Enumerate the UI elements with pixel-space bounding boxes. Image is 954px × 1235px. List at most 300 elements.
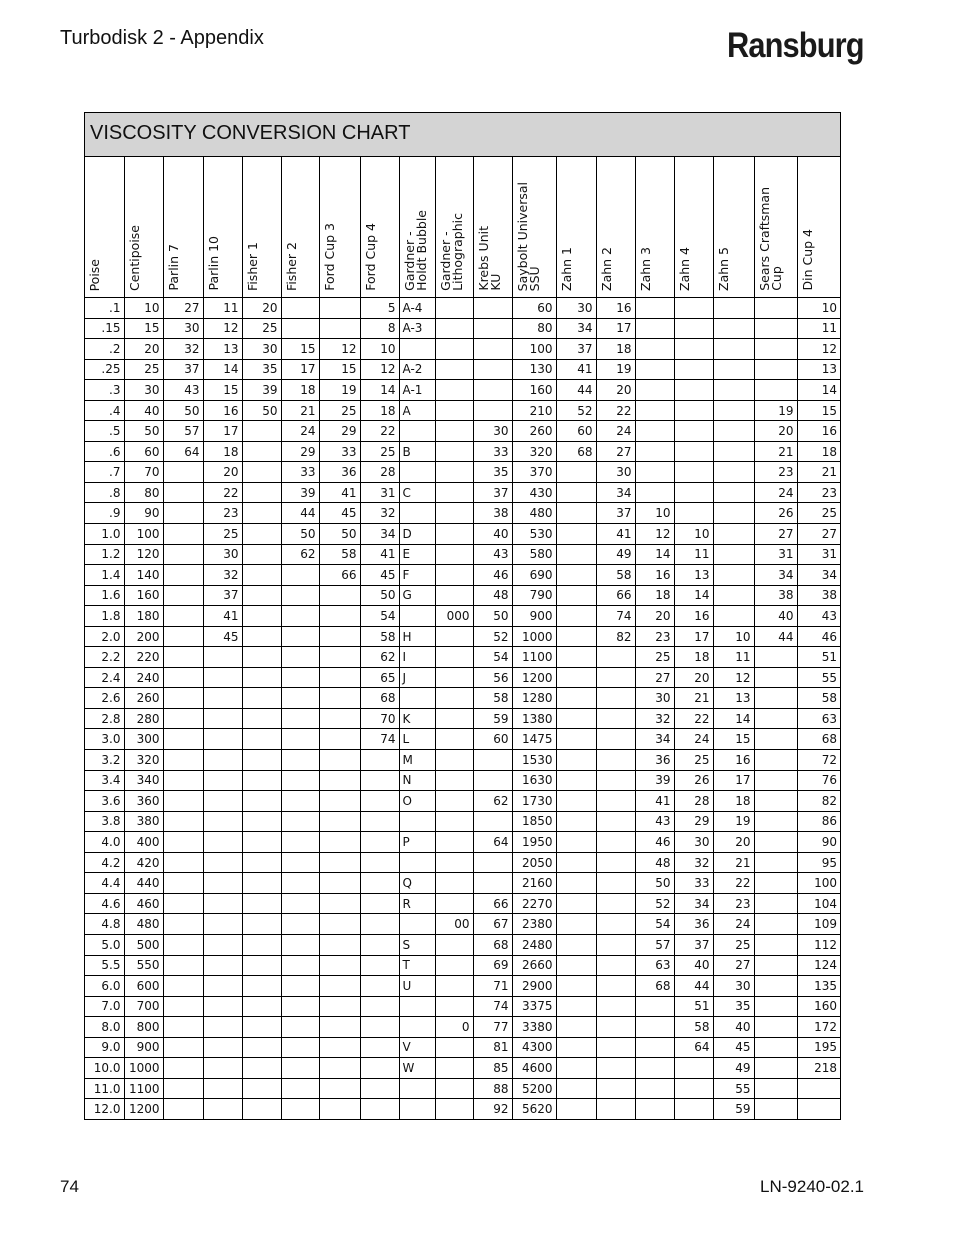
table-cell [242,565,281,586]
table-cell [435,1078,473,1099]
table-cell [163,770,203,791]
table-cell [163,750,203,771]
table-cell [754,1078,797,1099]
table-cell: 32 [203,565,242,586]
table-cell [435,298,473,319]
column-header-label: Gardner - Holdt Bubble [401,210,429,291]
table-cell: 58 [596,565,635,586]
table-cell: 33 [674,873,713,894]
table-row [85,585,840,606]
table-cell [713,482,754,503]
table-cell: 260 [512,421,556,442]
table-cell: 66 [596,585,635,606]
table-cell [163,976,203,997]
table-cell: 300 [124,729,163,750]
table-cell: 34 [797,565,840,586]
table-cell [556,1099,596,1120]
table-cell: 41 [556,359,596,380]
table-cell [473,750,512,771]
table-cell: 27 [635,667,674,688]
table-cell: 77 [473,1017,512,1038]
table-row [85,1017,840,1038]
column-header-label: Krebs Unit KU [475,226,503,291]
table-cell: 49 [713,1058,754,1079]
table-cell: 29 [674,811,713,832]
table-cell [242,606,281,627]
table-cell [674,298,713,319]
table-cell: 1530 [512,750,556,771]
table-cell: 11 [674,544,713,565]
table-cell [674,1099,713,1120]
table-cell: 68 [635,976,674,997]
table-cell: 4.8 [85,914,124,935]
table-cell: 81 [473,1037,512,1058]
table-cell [242,996,281,1017]
table-cell [713,359,754,380]
column-header-label: Fisher 1 [244,242,260,291]
table-cell: 195 [797,1037,840,1058]
table-cell [754,893,797,914]
table-cell [281,667,319,688]
table-row [85,606,840,627]
table-cell [674,421,713,442]
table-cell: B [399,441,435,462]
table-cell [473,811,512,832]
table-cell: 30 [635,688,674,709]
table-cell [713,606,754,627]
table-cell: 25 [242,318,281,339]
table-row [85,976,840,997]
table-cell [754,832,797,853]
table-cell: 41 [203,606,242,627]
table-cell [399,1017,435,1038]
table-cell [242,1078,281,1099]
table-cell [435,359,473,380]
table-cell: 54 [635,914,674,935]
table-cell [596,1078,635,1099]
table-cell [163,914,203,935]
table-cell: K [399,708,435,729]
table-cell: 65 [360,667,399,688]
column-header-label: Parlin 7 [165,244,181,291]
table-cell: 44 [281,503,319,524]
table-cell [674,318,713,339]
table-cell [163,1037,203,1058]
table-cell [242,811,281,832]
table-row [85,667,840,688]
table-cell: 2.4 [85,667,124,688]
table-cell: 13 [713,688,754,709]
table-cell [319,914,360,935]
column-header [473,157,512,298]
table-cell: 40 [754,606,797,627]
table-cell [281,976,319,997]
table-cell [754,791,797,812]
table-cell: 480 [512,503,556,524]
table-cell: 8 [360,318,399,339]
table-cell: 10 [674,524,713,545]
table-cell [203,1099,242,1120]
table-cell [203,976,242,997]
table-cell: 55 [713,1078,754,1099]
table-cell: C [399,482,435,503]
table-cell [360,852,399,873]
table-cell: 112 [797,934,840,955]
table-cell: 17 [281,359,319,380]
table-cell [674,359,713,380]
table-cell [242,832,281,853]
table-cell: 71 [473,976,512,997]
table-cell [473,339,512,360]
table-cell [281,708,319,729]
table-row [85,791,840,812]
viscosity-chart [84,112,841,1120]
table-cell: 58 [360,626,399,647]
table-cell: 280 [124,708,163,729]
table-row [85,503,840,524]
table-cell [399,421,435,442]
table-cell [674,462,713,483]
table-cell: 51 [797,647,840,668]
table-cell: 25 [797,503,840,524]
table-cell: 69 [473,955,512,976]
table-cell [163,606,203,627]
table-cell: 32 [635,708,674,729]
table-cell: 23 [754,462,797,483]
table-cell: 1100 [512,647,556,668]
table-cell: 90 [124,503,163,524]
column-header [85,157,124,298]
table-cell: 50 [319,524,360,545]
table-cell: 45 [203,626,242,647]
table-cell [596,688,635,709]
table-cell: 45 [319,503,360,524]
table-row [85,770,840,791]
table-cell: 16 [797,421,840,442]
table-cell: 21 [754,441,797,462]
table-cell: 54 [360,606,399,627]
table-cell [713,585,754,606]
table-cell [635,380,674,401]
table-cell: 20 [674,667,713,688]
table-cell: 12 [635,524,674,545]
table-cell [242,955,281,976]
table-cell: 0 [435,1017,473,1038]
table-row [85,565,840,586]
table-cell: 17 [713,770,754,791]
table-cell: 4300 [512,1037,556,1058]
table-cell: 24 [713,914,754,935]
table-cell: 33 [473,441,512,462]
table-cell [242,1017,281,1038]
table-cell: 20 [242,298,281,319]
column-header [754,157,797,298]
table-cell: 13 [674,565,713,586]
table-cell: 700 [124,996,163,1017]
table-cell [319,1017,360,1038]
column-header [242,157,281,298]
table-cell: 100 [124,524,163,545]
table-cell: 64 [674,1037,713,1058]
table-cell: 5.5 [85,955,124,976]
column-header-label: Ford Cup 3 [321,223,337,291]
table-cell [713,339,754,360]
table-cell: 1630 [512,770,556,791]
table-cell: 38 [797,585,840,606]
table-cell: 130 [512,359,556,380]
table-cell [203,893,242,914]
table-cell [596,893,635,914]
table-cell: 29 [319,421,360,442]
table-cell [635,421,674,442]
table-cell [596,996,635,1017]
table-cell: 54 [473,647,512,668]
table-cell [242,770,281,791]
table-cell [360,955,399,976]
table-cell: T [399,955,435,976]
table-cell [435,667,473,688]
table-cell: 37 [674,934,713,955]
table-cell [635,1037,674,1058]
table-cell [435,441,473,462]
table-cell: 38 [754,585,797,606]
table-cell: A-4 [399,298,435,319]
table-cell [435,462,473,483]
table-cell [242,626,281,647]
table-cell [754,811,797,832]
table-cell [596,976,635,997]
table-cell: 34 [360,524,399,545]
table-cell: 2.2 [85,647,124,668]
table-cell: D [399,524,435,545]
table-row [85,873,840,894]
table-cell: 1000 [124,1058,163,1079]
table-cell: .15 [85,318,124,339]
table-row [85,544,840,565]
table-cell: V [399,1037,435,1058]
table-cell: 37 [556,339,596,360]
table-cell: N [399,770,435,791]
table-cell [713,421,754,442]
table-cell: 12.0 [85,1099,124,1120]
table-cell: 32 [360,503,399,524]
table-cell: 48 [473,585,512,606]
table-cell: 20 [203,462,242,483]
table-cell: 41 [319,482,360,503]
table-cell: 58 [674,1017,713,1038]
table-cell: 37 [163,359,203,380]
table-cell [203,996,242,1017]
table-cell [319,770,360,791]
table-cell [360,976,399,997]
column-header [713,157,754,298]
table-cell [596,667,635,688]
table-cell: 34 [596,482,635,503]
table-cell: 580 [512,544,556,565]
table-cell [435,729,473,750]
table-cell [360,1099,399,1120]
table-cell [281,770,319,791]
table-cell: 36 [319,462,360,483]
table-cell [163,873,203,894]
table-cell: 39 [281,482,319,503]
table-cell: 58 [319,544,360,565]
column-header [124,157,163,298]
table-cell [281,811,319,832]
table-cell: 36 [635,750,674,771]
table-cell [713,544,754,565]
table-cell: 420 [124,852,163,873]
table-cell [242,1058,281,1079]
table-cell [635,441,674,462]
table-cell: 320 [512,441,556,462]
table-cell: 17 [596,318,635,339]
table-cell: 1.6 [85,585,124,606]
table-cell [556,667,596,688]
table-cell: 41 [596,524,635,545]
table-cell [754,708,797,729]
table-cell [435,852,473,873]
table-cell: 25 [124,359,163,380]
table-cell: 35 [713,996,754,1017]
table-cell [556,1037,596,1058]
table-cell: 45 [360,565,399,586]
table-cell: 2900 [512,976,556,997]
table-cell [435,585,473,606]
table-cell [556,524,596,545]
table-cell [473,873,512,894]
table-cell: 27 [163,298,203,319]
table-cell [556,750,596,771]
table-cell [435,688,473,709]
table-cell [319,873,360,894]
table-cell [713,462,754,483]
column-header [435,157,473,298]
table-cell: .2 [85,339,124,360]
table-cell [163,1017,203,1038]
table-cell [473,318,512,339]
table-cell: A-3 [399,318,435,339]
table-cell [635,996,674,1017]
table-cell: 13 [797,359,840,380]
table-cell [281,893,319,914]
table-cell [556,955,596,976]
table-cell: 40 [124,400,163,421]
table-cell: 360 [124,791,163,812]
table-row [85,729,840,750]
table-cell [435,544,473,565]
table-cell: .5 [85,421,124,442]
table-cell: 33 [319,441,360,462]
table-cell: 18 [674,647,713,668]
table-cell: 35 [473,462,512,483]
table-cell: 1730 [512,791,556,812]
table-cell [713,524,754,545]
table-cell [596,750,635,771]
column-header [512,157,556,298]
table-cell [281,1037,319,1058]
table-cell [163,462,203,483]
table-cell: R [399,893,435,914]
table-cell [399,852,435,873]
table-cell: 43 [635,811,674,832]
table-cell: 16 [674,606,713,627]
table-cell: 20 [754,421,797,442]
table-row [85,832,840,853]
table-cell: M [399,750,435,771]
table-row [85,914,840,935]
table-cell: 31 [797,544,840,565]
table-cell [596,1099,635,1120]
table-cell: 4.6 [85,893,124,914]
table-cell: 1200 [512,667,556,688]
table-cell [203,688,242,709]
table-cell: 46 [797,626,840,647]
table-cell [360,873,399,894]
table-cell: 5 [360,298,399,319]
table-cell [163,934,203,955]
table-cell [754,934,797,955]
table-cell [754,750,797,771]
table-cell: 13 [203,339,242,360]
table-cell: 12 [797,339,840,360]
table-cell: 1850 [512,811,556,832]
table-cell: 18 [713,791,754,812]
table-cell: 5620 [512,1099,556,1120]
table-cell: 27 [754,524,797,545]
table-cell [556,565,596,586]
table-cell: P [399,832,435,853]
table-cell [319,647,360,668]
table-cell: 57 [635,934,674,955]
table-cell [713,380,754,401]
table-cell: 000 [435,606,473,627]
table-cell: 18 [360,400,399,421]
table-cell [281,1078,319,1099]
table-cell [281,955,319,976]
table-cell: 23 [713,893,754,914]
table-cell: 58 [473,688,512,709]
table-cell: 18 [281,380,319,401]
table-cell: 260 [124,688,163,709]
table-cell [435,318,473,339]
table-cell: 3.8 [85,811,124,832]
table-cell: 14 [713,708,754,729]
table-cell: 160 [797,996,840,1017]
table-cell: 24 [674,729,713,750]
column-header-label: Zahn 2 [598,247,614,291]
table-cell [281,585,319,606]
table-cell: .7 [85,462,124,483]
table-cell: 38 [473,503,512,524]
table-cell: 3375 [512,996,556,1017]
table-cell: 35 [242,359,281,380]
table-cell [319,811,360,832]
table-cell: 50 [360,585,399,606]
table-cell: 1.0 [85,524,124,545]
table-cell: 50 [124,421,163,442]
table-cell [163,503,203,524]
table-cell: 19 [754,400,797,421]
table-row [85,750,840,771]
table-cell: 37 [203,585,242,606]
table-cell: 1.4 [85,565,124,586]
table-cell: 39 [242,380,281,401]
table-cell [754,318,797,339]
table-cell: 51 [674,996,713,1017]
table-cell: 9.0 [85,1037,124,1058]
table-cell [435,1099,473,1120]
